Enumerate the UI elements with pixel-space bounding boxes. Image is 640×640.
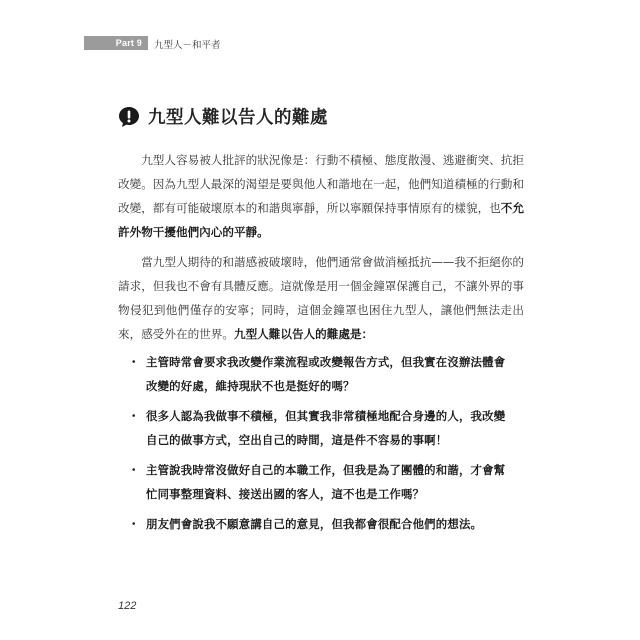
paragraph-2-line: 求，但我也不會有具體反應。這就像是用一個金鐘罩保護自己，不讓外界的事物侵 (118, 279, 524, 317)
list-item (118, 512, 524, 536)
list-item-text-cont: 改變的好處，維持現狀不也是挺好的嗎？ (146, 379, 355, 393)
bullet-marker: ・ (128, 463, 140, 477)
difficulty-list (118, 350, 524, 536)
paragraph-1-line: 變，都有可能破壞原本的和諧與寧靜，所以寧願保持事情原有的樣貌，也 (129, 201, 501, 215)
bullet-marker: ・ (128, 355, 140, 369)
running-header-part-tab (84, 36, 148, 50)
paragraph-1-emphasis: 不允許外 (118, 201, 524, 239)
bullet-marker: ・ (128, 517, 140, 531)
paragraph-2-line: 外在的世界。 (164, 327, 234, 341)
exclamation-bubble-icon (118, 106, 140, 128)
part-label: Part 9 (115, 38, 142, 48)
paragraph-1 (118, 148, 524, 244)
body-text (118, 148, 524, 542)
list-item-text: 很多人認為我做事不積極，但其實我非常積極地配合身邊的人，我改變 (146, 409, 506, 423)
list-item-text: 主管說我時常沒做好自己的本職工作，但我是為了團體的和諧，才會幫 (146, 463, 506, 477)
section-heading (118, 104, 328, 129)
list-item (118, 350, 524, 398)
paragraph-1-emphasis-line: 物干擾他們內心的平靜。 (141, 225, 269, 239)
list-item (118, 404, 524, 452)
paragraph-2-emphasis: 九型人難以告人的難處是： (233, 327, 374, 341)
running-header-title: 九型人－和平者 (154, 40, 221, 51)
paragraph-2-line: 犯到他們僅存的安寧；同時，這個金鐘罩也困住九型人，讓他們無法走出來，感受 (118, 303, 524, 341)
paragraph-1-line: 九型人容易被人批評的狀況像是：行動不積極、態度散漫、逃避衝突、抗拒改 (118, 153, 524, 191)
page-number: 122 (118, 600, 137, 612)
bullet-marker: ・ (128, 409, 140, 423)
paragraph-1-line: 變。因為九型人最深的渴望是要與他人和諧地在一起，他們知道積極的行動和改 (118, 177, 524, 215)
paragraph-2 (118, 250, 524, 346)
section-title: 九型人難以告人的難處 (148, 108, 328, 128)
list-item-text: 主管時常會要求我改變作業流程或改變報告方式，但我實在沒辦法體會 (146, 355, 506, 369)
list-item (118, 458, 524, 506)
list-item-text: 朋友們會說我不願意講自己的意見，但我都會很配合他們的想法。 (146, 517, 483, 531)
paragraph-2-line: 當九型人期待的和諧感被破壞時，他們通常會做消極抵抗——我不拒絕你的請 (118, 255, 524, 293)
list-item-text-cont: 自己的做事方式，空出自己的時間，這是件不容易的事啊！ (146, 433, 448, 447)
list-item-text-cont: 忙同事整理資料、接送出國的客人，這不也是工作嗎？ (146, 487, 425, 501)
